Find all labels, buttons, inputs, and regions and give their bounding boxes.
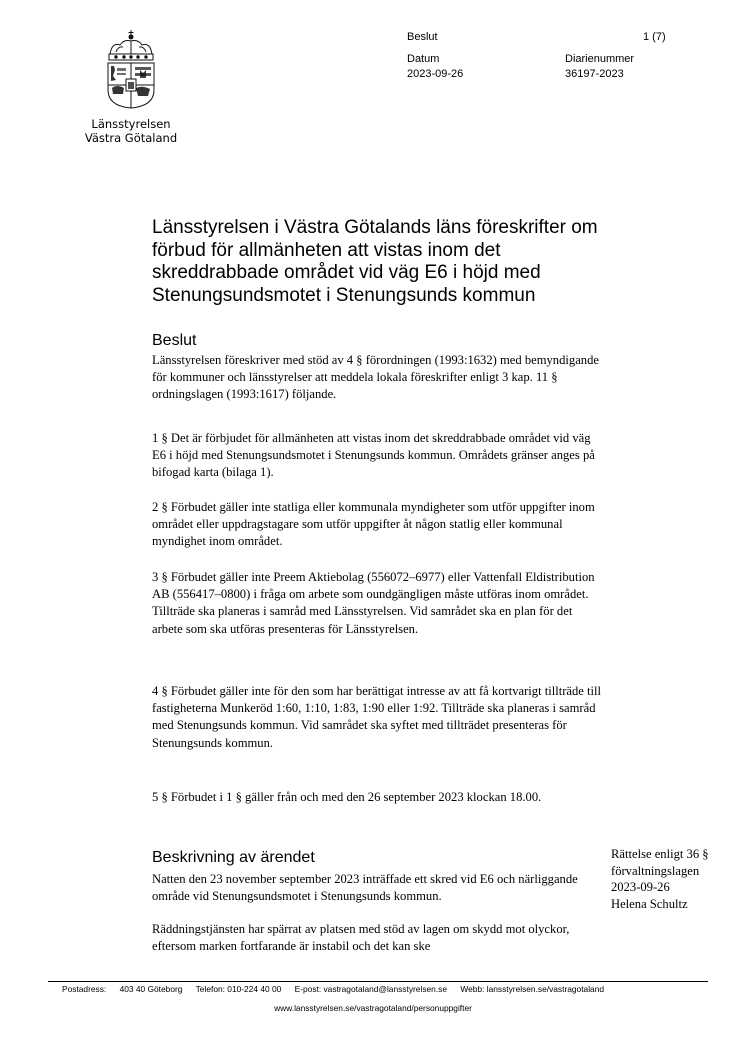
organization-name [60,117,202,145]
footer-web: Webb: lansstyrelsen.se/vastragotaland [460,984,605,994]
page-number: 1 (7) [643,31,666,43]
paragraph: 3 § Förbudet gäller inte Preem Aktiebolag (556072–6977) eller Vattenfall Eldistribution AB (556417–0800) i fråga om arbete som oundgängligen måste utföras inom området. Tillträde ska planeras i samråd med Länsstyrelsen. Vid samrådet ska en plan för det arbete som ska utföras presenteras för Länsstyrelsen. [152,570,595,636]
paragraph: Räddningstjänsten har spärrat av platsen med stöd av lagen om skydd mot olyckor, eftersom marken fortfarande är instabil och det kan ske [152,922,570,954]
correction-note-line: Rättelse enligt 36 § [611,847,709,861]
document-type: Beslut [407,31,438,43]
footer-email: E-post: vastragotaland@lansstyrelsen.se [294,984,447,994]
footer-contact [62,984,604,995]
footer-divider [48,981,708,982]
correction-note [611,846,741,912]
section-heading-decision: Beslut [152,332,197,349]
registration-number-label: Diarienummer [565,53,635,65]
footer-phone: Telefon: 010-224 40 00 [195,984,282,994]
footer-postal-label: Postadress: [62,984,107,994]
footer-privacy-url: www.lansstyrelsen.se/vastragotaland/personuppgifter [274,1003,472,1013]
paragraph: 2 § Förbudet gäller inte statliga eller kommunala myndigheter som utför uppgifter inom området eller uppdragstagare som utför uppgifter åt någon statlig eller kommunal myndighet inom området. [152,500,595,549]
correction-note-line: 2023-09-26 [611,880,670,895]
correction-note-line: Helena Schultz [611,896,688,911]
paragraph: Natten den 23 november september 2023 inträffade ett skred vid E6 och närliggande område vid Stenungsundsmotet i Stenungsunds kommun. [152,872,578,904]
coat-of-arms-logo [96,28,166,110]
correction-note-line: förvaltningslagen [611,863,700,878]
org-name-line1: Länsstyrelsen [91,117,171,131]
paragraph: 4 § Förbudet gäller inte för den som har berättigat intresse av att få kortvarigt tillträde till fastigheterna Munkeröd 1:60, 1:10, 1:83, 1:90 eller 1:92. Tillträde ska planeras i samråd med Stenungsunds kommun. Vid samrådet ska syftet med tillträdet presenteras för Stenungsunds kommun. [152,684,602,750]
paragraph: 5 § Förbudet i 1 § gäller från och med den 26 september 2023 klockan 18.00. [152,790,542,804]
section-heading-description: Beskrivning av ärendet [152,849,315,866]
registration-number-value: 36197-2023 [565,68,624,80]
org-name-line2: Västra Götaland [84,131,178,145]
date-value: 2023-09-26 [407,68,464,80]
paragraph: 1 § Det är förbjudet för allmänheten att vistas inom det skreddrabbade området vid väg E6 i höjd med Stenungsundsmotet i Stenungsunds kommun. Områdets gränser anges på bifogad karta (bilaga 1). [152,431,595,480]
paragraph: Länsstyrelsen föreskriver med stöd av 4 § förordningen (1993:1632) med bemyndigande för kommuner och länsstyrelser att meddela lokala föreskrifter enligt 3 kap. 11 § ordningslagen (1993:1617) följande. [152,353,599,402]
footer-postal-value: 403 40 Göteborg [119,984,183,994]
document-title: Länsstyrelsen i Västra Götalands läns föreskrifter om förbud för allmänheten att vistas inom det skreddrabbade området vid väg E6 i höjd med Stenungsundsmotet i Stenungsunds kommun [152,217,598,306]
date-label: Datum [407,53,440,65]
